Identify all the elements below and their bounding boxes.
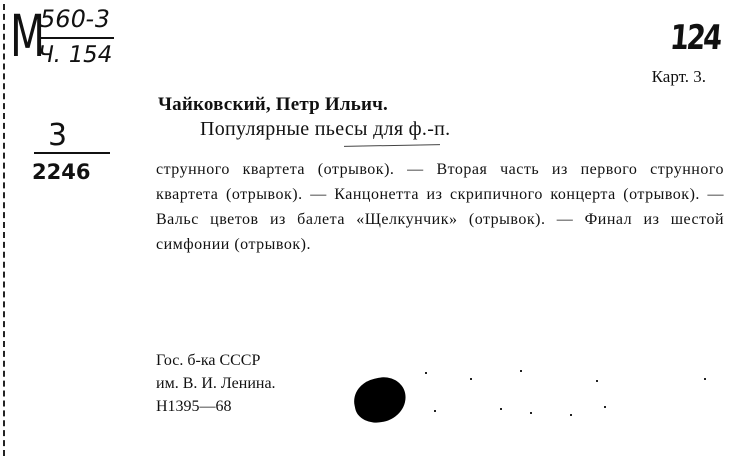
speck (704, 378, 706, 380)
library-imprint (156, 349, 276, 418)
library-line-2: им. В. И. Ленина. (156, 375, 276, 392)
card-number-label: Карт. 3. (651, 67, 706, 86)
author-heading: Чайковский, Петр Ильич. (158, 94, 388, 115)
speck (470, 378, 472, 380)
pencil-underline (344, 144, 440, 147)
speck (425, 372, 427, 374)
speck (570, 414, 572, 416)
shelfmark-letter: М (10, 2, 44, 70)
shelfmark-number: 560-3 (37, 5, 113, 33)
shelfmark-divider (38, 37, 114, 39)
card-edge (3, 4, 5, 456)
speck (604, 406, 606, 408)
accession-number-top: 3 (48, 118, 68, 153)
ink-stamp-blot (350, 373, 410, 427)
speck (596, 380, 598, 382)
accession-divider (34, 152, 110, 154)
speck (434, 410, 436, 412)
contents-note: струнного квартета (отрывок). — Вторая часть из первого струнного квартета (отрывок). — Канцонетта из скрипичного концерта (отрывок). — Вальс цветов из балета «Щелкунчик» (отрывок). — Финал из шестой симфонии (отрывок). (156, 161, 724, 253)
work-title: Популярные пьесы для ф.-п. (200, 118, 451, 140)
shelfmark-sub: Ч. 154 (35, 42, 115, 68)
corner-handwritten-mark: 124 (668, 18, 722, 58)
library-line-1: Гос. б-ка СССР (156, 352, 261, 369)
speck (500, 408, 502, 410)
library-line-3: Н1395—68 (156, 398, 232, 415)
accession-number-bottom: 2246 (32, 160, 91, 184)
speck (520, 370, 522, 372)
speck (530, 412, 532, 414)
